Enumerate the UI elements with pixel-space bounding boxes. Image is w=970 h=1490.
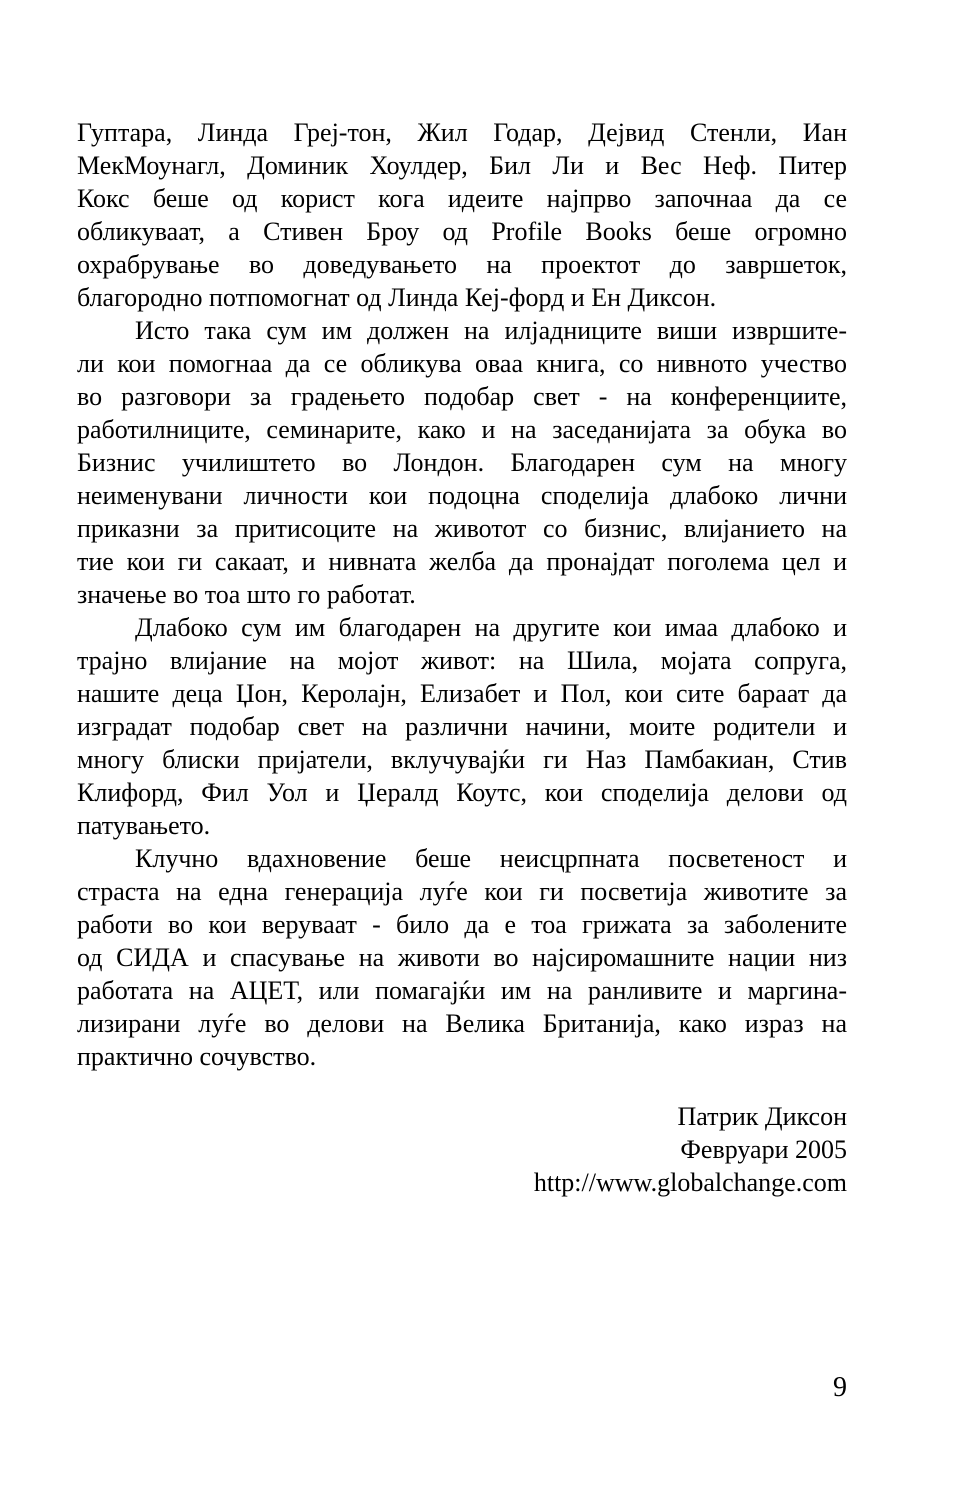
text-line: работилниците, семинарите, како и на заседанијата за обука во xyxy=(77,415,847,444)
text-line: работата на АЦЕТ, или помагајќи им на ранливите и маргина- xyxy=(77,976,847,1005)
page-number: 9 xyxy=(833,1372,847,1403)
paragraph xyxy=(77,314,847,611)
text-line: лизирани луѓе во делови на Велика Британија, како израз на xyxy=(77,1009,847,1038)
text-line: приказни за притисоците на животот со бизнис, влијанието на xyxy=(77,514,847,543)
text-line: тие кои ги сакаат, и нивната желба да пронајдат поголема цел и xyxy=(77,547,847,576)
author-name: Патрик Диксон xyxy=(677,1102,847,1131)
text-line: практично сочувство. xyxy=(77,1042,317,1071)
website-url: http://www.globalchange.com xyxy=(533,1168,847,1197)
text-line: Клучно вдахновение беше неисцрпната посветеност и xyxy=(135,844,847,873)
text-line: Бизнис училиштето во Лондон. Благодарен сум на многу xyxy=(77,448,847,477)
text-line: патувањето. xyxy=(77,811,211,840)
paragraph xyxy=(77,116,847,314)
text-line: обликуваат, а Стивен Броу од Profile Books беше огромно xyxy=(77,217,847,246)
paragraph xyxy=(77,611,847,842)
text-line: многу блиски пријатели, вклучувајќи ги Наз Памбакиан, Стив xyxy=(77,745,847,774)
signature-block xyxy=(534,1100,847,1199)
text-line: охрабрување во доведувањето на проектот до завршеток, xyxy=(77,250,847,279)
text-line: Гуптара, Линда Греј-тон, Жил Годар, Дејвид Стенли, Иан xyxy=(77,118,847,147)
text-line: изградат подобар свет на различни начини, моите родители и xyxy=(77,712,847,741)
text-line: Длабоко сум им благодарен на другите кои имаа длабоко и xyxy=(135,613,847,642)
text-line: Клифорд, Фил Уол и Џералд Коутс, кои споделија делови од xyxy=(77,778,847,807)
text-line: Исто така сум им должен на илјадниците виши извршите- xyxy=(135,316,847,345)
text-line: значење во тоа што го работат. xyxy=(77,580,416,609)
text-line: благородно потпомогнат од Линда Кеј-форд и Ен Диксон. xyxy=(77,283,717,312)
text-line: неименувани личности кои подоцна споделија длабоко лични xyxy=(77,481,847,510)
date-line: Февруари 2005 xyxy=(680,1135,847,1164)
paragraph xyxy=(77,842,847,1073)
text-block xyxy=(77,116,847,1073)
text-line: работи во кои веруваат - било да е тоа грижата за заболените xyxy=(77,910,847,939)
text-line: МекМоунагл, Доминик Хоулдер, Бил Ли и Вес Неф. Питер xyxy=(77,151,847,180)
text-line: страста на една генерација луѓе кои ги посветија животите за xyxy=(77,877,847,906)
text-line: од СИДА и спасување на животи во најсиромашните нации низ xyxy=(77,943,847,972)
text-line: ли кои помогнаа да се обликува оваа книга, со нивното учество xyxy=(77,349,847,378)
text-line: нашите деца Џон, Керолајн, Елизабет и Пол, кои сите бараат да xyxy=(77,679,847,708)
text-line: трајно влијание на мојот живот: на Шила, мојата сопруга, xyxy=(77,646,847,675)
text-line: Кокс беше од корист кога идеите најпрво започнаа да се xyxy=(77,184,847,213)
text-line: во разговори за градењето подобар свет - на конференциите, xyxy=(77,382,847,411)
